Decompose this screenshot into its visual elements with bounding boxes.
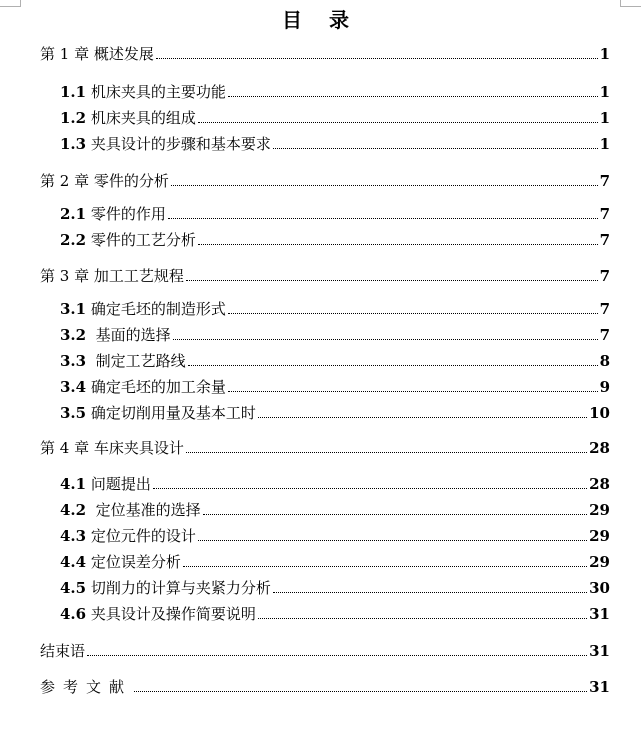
toc-label: 确定毛坯的制造形式 — [90, 300, 226, 318]
toc-page-number: 28 — [589, 475, 610, 493]
toc-page-number: 29 — [589, 527, 610, 545]
dot-leader — [153, 488, 587, 489]
dot-leader — [273, 148, 598, 149]
toc-number: 2.2 — [60, 231, 87, 249]
toc-page-number: 7 — [599, 231, 610, 249]
toc-number: 3.5 — [60, 404, 87, 422]
toc-label: 零件的分析 — [93, 172, 169, 190]
toc-page-number: 9 — [599, 378, 610, 396]
page-title: 目 录 — [282, 8, 359, 32]
toc-number: 4.1 — [60, 475, 87, 493]
toc-number: 第 1 章 — [40, 45, 90, 63]
toc-label: 定位基准的选择 — [95, 501, 201, 519]
toc-number: 4.4 — [60, 553, 87, 571]
toc-label: 加工工艺规程 — [93, 267, 184, 285]
toc-label: 夹具设计及操作简要说明 — [90, 605, 256, 623]
toc-number: 3.2 — [60, 326, 87, 344]
toc-entry-4-5[interactable] — [60, 574, 610, 598]
toc-label: 机床夹具的组成 — [90, 109, 196, 127]
toc-entry-4-4[interactable] — [60, 548, 610, 572]
toc-label: 定位误差分析 — [90, 553, 181, 571]
toc-page-number: 7 — [599, 267, 610, 285]
toc-entry-2-2[interactable] — [60, 226, 610, 250]
dot-leader — [228, 313, 598, 314]
toc-label: 零件的工艺分析 — [90, 231, 196, 249]
toc-page-number: 30 — [589, 579, 610, 597]
toc-label: 问题提出 — [90, 475, 151, 493]
toc-entry-chapter-3[interactable] — [40, 262, 610, 286]
toc-entry-1-3[interactable] — [60, 130, 610, 154]
dot-leader — [188, 365, 598, 366]
toc-page-number: 10 — [589, 404, 610, 422]
toc-page-number: 7 — [599, 205, 610, 223]
toc-number: 4.3 — [60, 527, 87, 545]
toc-page-number: 29 — [589, 501, 610, 519]
toc-label: 参考文献 — [40, 678, 133, 696]
toc-page-number: 7 — [599, 172, 610, 190]
toc-page-number: 7 — [599, 300, 610, 318]
toc-entry-3-5[interactable] — [60, 399, 610, 423]
dot-leader — [228, 96, 598, 97]
toc-number: 3.3 — [60, 352, 87, 370]
toc-entry-4-3[interactable] — [60, 522, 610, 546]
toc-number: 3.1 — [60, 300, 87, 318]
dot-leader — [228, 391, 598, 392]
toc-number: 1.3 — [60, 135, 87, 153]
toc-number: 3.4 — [60, 378, 87, 396]
dot-leader — [168, 218, 598, 219]
toc-label: 概述发展 — [93, 45, 154, 63]
toc-entry-references[interactable] — [40, 673, 610, 697]
dot-leader — [198, 244, 598, 245]
toc-entry-4-6[interactable] — [60, 600, 610, 624]
toc-label: 基面的选择 — [95, 326, 171, 344]
toc-number: 4.5 — [60, 579, 87, 597]
toc-entry-1-2[interactable] — [60, 104, 610, 128]
dot-leader — [186, 452, 587, 453]
toc-page-number: 31 — [589, 678, 610, 696]
toc-number: 2.1 — [60, 205, 87, 223]
toc-page-number: 7 — [599, 326, 610, 344]
dot-leader — [171, 185, 598, 186]
toc-page-number: 1 — [599, 83, 610, 101]
toc-number: 第 2 章 — [40, 172, 90, 190]
toc-label: 切削力的计算与夹紧力分析 — [90, 579, 271, 597]
toc-label: 车床夹具设计 — [93, 439, 184, 457]
dot-leader — [156, 58, 598, 59]
dot-leader — [87, 655, 587, 656]
toc-number: 1.1 — [60, 83, 87, 101]
toc-entry-chapter-1[interactable] — [40, 40, 610, 64]
dot-leader — [134, 691, 587, 692]
toc-entry-3-4[interactable] — [60, 373, 610, 397]
toc-entry-1-1[interactable] — [60, 78, 610, 102]
toc-page-number: 1 — [599, 45, 610, 63]
toc-entry-3-3[interactable] — [60, 347, 610, 371]
toc-entry-2-1[interactable] — [60, 200, 610, 224]
toc-page-number: 31 — [589, 605, 610, 623]
dot-leader — [198, 540, 587, 541]
toc-page-number: 1 — [599, 135, 610, 153]
toc-label: 定位元件的设计 — [90, 527, 196, 545]
toc-entry-4-1[interactable] — [60, 470, 610, 494]
toc-label: 零件的作用 — [90, 205, 166, 223]
dot-leader — [203, 514, 587, 515]
toc-number: 4.2 — [60, 501, 87, 519]
dot-leader — [173, 339, 598, 340]
toc-label: 夹具设计的步骤和基本要求 — [90, 135, 271, 153]
toc-entry-4-2[interactable] — [60, 496, 610, 520]
toc-label: 确定切削用量及基本工时 — [90, 404, 256, 422]
toc-entry-3-2[interactable] — [60, 321, 610, 345]
toc-entry-conclusion[interactable] — [40, 637, 610, 661]
toc-page-number: 31 — [589, 642, 610, 660]
dot-leader — [258, 618, 587, 619]
toc-number: 1.2 — [60, 109, 87, 127]
toc-entry-chapter-4[interactable] — [40, 434, 610, 458]
toc-label: 结束语 — [40, 642, 86, 660]
toc-number: 第 3 章 — [40, 267, 90, 285]
toc-label: 制定工艺路线 — [95, 352, 186, 370]
toc-number: 4.6 — [60, 605, 87, 623]
toc-page-number: 1 — [599, 109, 610, 127]
dot-leader — [183, 566, 587, 567]
dot-leader — [258, 417, 587, 418]
toc-entry-chapter-2[interactable] — [40, 167, 610, 191]
toc-number: 第 4 章 — [40, 439, 90, 457]
toc-page-number: 29 — [589, 553, 610, 571]
toc-label: 机床夹具的主要功能 — [90, 83, 226, 101]
toc-page-number: 8 — [599, 352, 610, 370]
toc-page-number: 28 — [589, 439, 610, 457]
toc-label: 确定毛坯的加工余量 — [90, 378, 226, 396]
toc-entry-3-1[interactable] — [60, 295, 610, 319]
dot-leader — [198, 122, 598, 123]
dot-leader — [186, 280, 598, 281]
dot-leader — [273, 592, 587, 593]
